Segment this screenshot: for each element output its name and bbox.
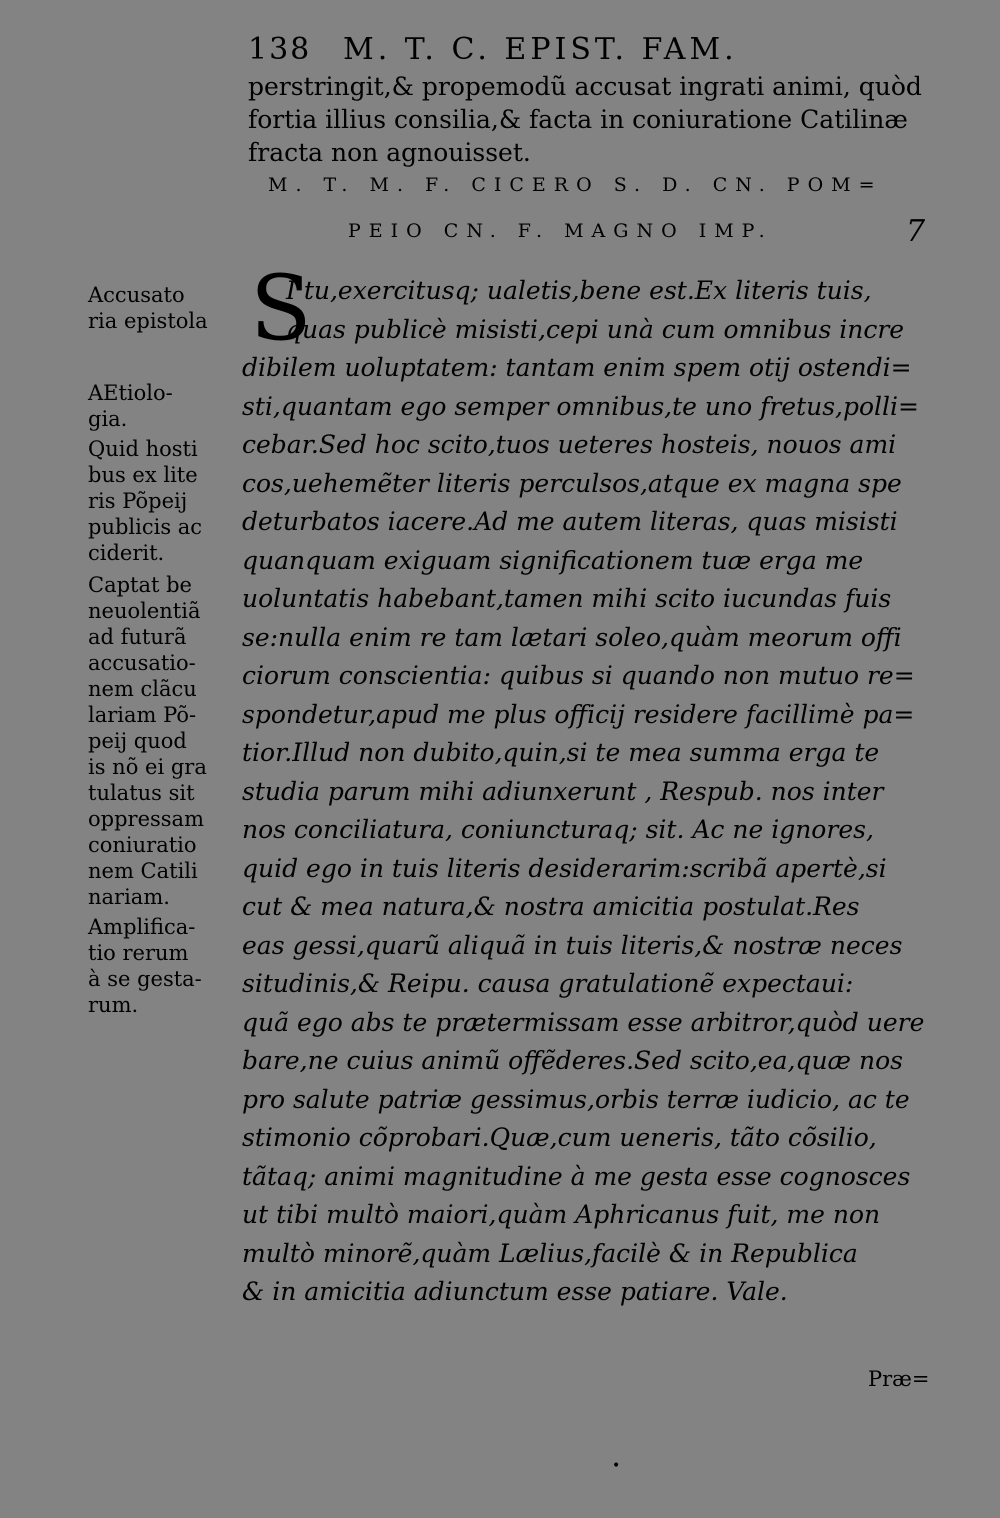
intro-line: perstringit,& propemodũ accusat ingrati animi, quòd <box>248 72 922 101</box>
marginal-note <box>88 436 238 566</box>
letter-body <box>242 272 942 1312</box>
marginal-note-line: publicis ac <box>88 515 203 539</box>
body-line: sti,quantam ego semper omnibus,te uno fretus,polli= <box>242 391 919 421</box>
body-line: deturbatos iacere.Ad me autem literas, quas misisti <box>242 507 898 536</box>
marginal-note-line: Captat be <box>88 573 192 597</box>
body-line: ut tibi multò maiori,quàm Aphricanus fuit, me non <box>242 1200 881 1229</box>
marginal-note-line: Amplifica- <box>88 915 196 939</box>
body-line: I tu,exercitusq; ualetis,bene est.Ex literis tuis, <box>286 276 872 305</box>
body-line: nos conciliatura, coniuncturaq; sit. Ac ne ignores, <box>242 815 874 844</box>
marginal-note-line: tulatus sit <box>88 781 195 805</box>
body-line: bare,ne cuius animũ offẽderes.Sed scito,ea,quæ nos <box>242 1046 903 1075</box>
salutation-line-1: M. T. M. F. CICERO S. D. CN. POM= <box>268 174 883 196</box>
body-line: situdinis,& Reipu. causa gratulationẽ expectaui: <box>242 969 854 998</box>
body-line: quid ego in tuis literis desiderarim:scribã apertè,si <box>242 853 887 883</box>
body-line: multò minorẽ,quàm Lælius,facilè & in Republica <box>242 1238 858 1268</box>
marginal-note-line: coniuratio <box>88 833 197 857</box>
marginal-note-line: tio rerum <box>88 941 189 965</box>
marginal-note <box>88 914 238 1018</box>
marginal-note-line: peij quod <box>88 729 187 753</box>
body-line: uoluntatis habebant,tamen mihi scito iucundas fuis <box>242 584 892 613</box>
marginal-note-line: neuolentiã <box>88 599 201 623</box>
body-line: quas publicè misisti,cepi unà cum omnibus incre <box>286 314 905 344</box>
marginal-note-line: Quid hosti <box>88 437 198 461</box>
marginal-note-line: à se gesta- <box>88 967 202 991</box>
body-line: eas gessi,quarũ aliquã in tuis literis,& nostræ neces <box>242 930 903 960</box>
body-line: quã ego abs te prætermissam esse arbitror,quòd uere <box>242 1007 925 1037</box>
body-line: quanquam exiguam significationem tuæ erga me <box>242 545 864 575</box>
body-line: studia parum mihi adiunxerunt , Respub. nos inter <box>242 776 884 806</box>
body-line: cebar.Sed hoc scito,tuos ueteres hosteis, nouos ami <box>242 430 897 459</box>
marginal-note-line: oppressam <box>88 807 204 831</box>
body-line: spondetur,apud me plus officij residere facillimè pa= <box>242 699 915 729</box>
page-number: 138 <box>248 32 312 67</box>
marginal-note-line: ad futurã <box>88 625 187 649</box>
salutation-line-2: PEIO CN. F. MAGNO IMP. <box>348 220 773 242</box>
marginal-note-line: is nõ ei gra <box>88 755 207 779</box>
body-line: dibilem uoluptatem: tantam enim spem otij ostendi= <box>242 353 912 382</box>
intro-line: fracta non agnouisset. <box>248 138 531 167</box>
bottom-mark: • <box>612 1458 621 1474</box>
body-line: pro salute patriæ gessimus,orbis terræ iudicio, ac te <box>242 1084 910 1114</box>
page-header <box>248 28 788 72</box>
body-line: stimonio cõprobari.Quæ,cum ueneris, tãto cõsilio, <box>242 1123 877 1152</box>
body-line: cos,uehemẽter literis perculsos,atque ex magna spe <box>242 468 902 498</box>
marginal-note-line: rum. <box>88 993 139 1017</box>
marginal-note <box>88 380 238 432</box>
marginal-note-line: ria epistola <box>88 309 208 333</box>
body-line: cut & mea natura,& nostra amicitia postulat.Res <box>242 892 860 921</box>
marginal-note-line: bus ex lite <box>88 463 198 487</box>
body-line: ciorum conscientia: quibus si quando non mutuo re= <box>242 661 915 690</box>
marginal-note-line: Accusato <box>88 283 185 307</box>
marginal-note-line: gia. <box>88 407 128 431</box>
drop-cap: S <box>250 256 312 361</box>
body-line: tãtaq; animi magnitudine à me gesta esse cognosces <box>242 1161 911 1191</box>
marginal-note-line: nem Catili <box>88 859 198 883</box>
running-title: M. T. C. EPIST. FAM. <box>343 32 738 67</box>
marginal-notes <box>88 282 238 1018</box>
marginal-note-line: ciderit. <box>88 541 165 565</box>
marginal-note-line: nariam. <box>88 885 170 909</box>
marginal-note <box>88 282 238 334</box>
body-line: tior.Illud non dubito,quin,si te mea summa erga te <box>242 738 880 767</box>
intro-paragraph <box>248 70 938 169</box>
marginal-note-line: accusatio- <box>88 651 196 675</box>
marginal-note-line: AEtiolo- <box>88 381 173 405</box>
marginal-note-line: nem clãcu <box>88 677 197 701</box>
marginal-note-line: ris Põpeij <box>88 489 188 513</box>
letter-number: 7 <box>906 214 926 249</box>
intro-line: fortia illius consilia,& facta in coniuratione Catilinæ <box>248 105 908 134</box>
marginal-note-line: lariam Põ- <box>88 703 197 727</box>
marginal-note <box>88 572 238 910</box>
catchword: Præ= <box>868 1367 930 1391</box>
body-line: se:nulla enim re tam lætari soleo,quàm meorum offi <box>242 622 902 652</box>
body-line: & in amicitia adiunctum esse patiare. Vale. <box>242 1277 788 1306</box>
